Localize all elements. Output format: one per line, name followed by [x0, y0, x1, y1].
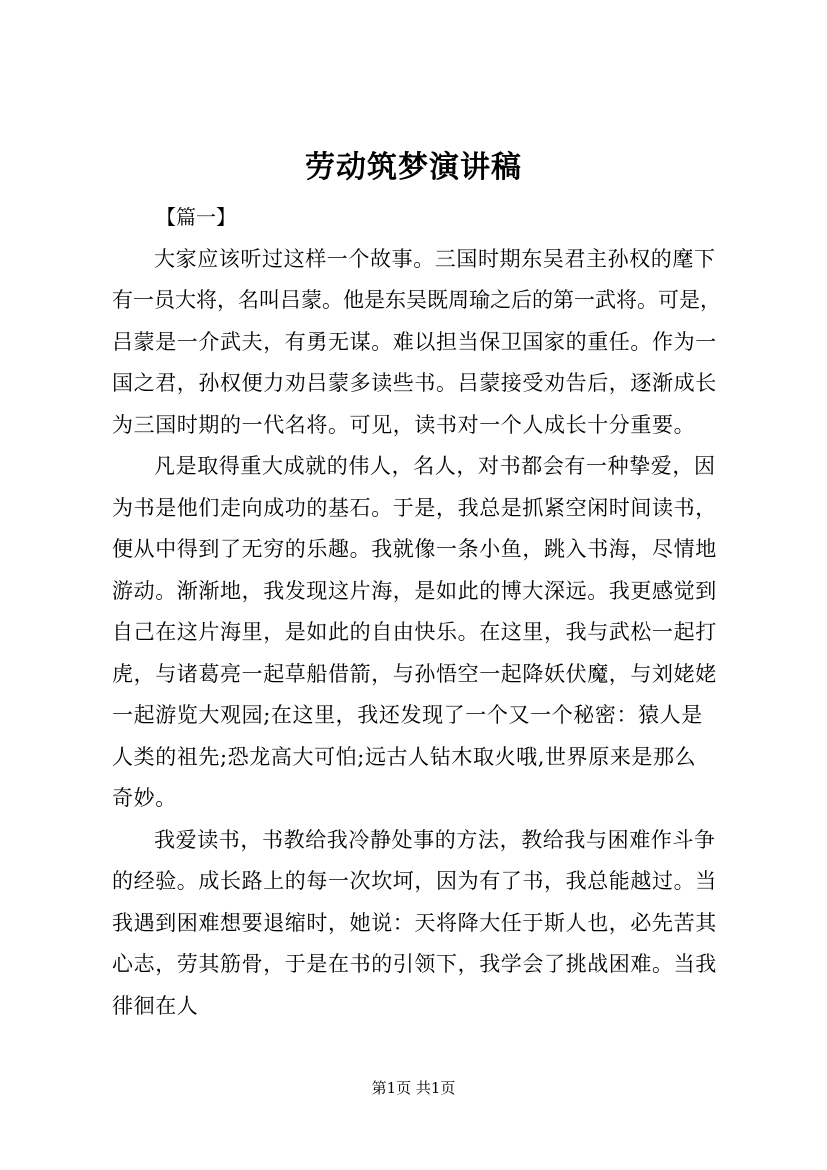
paragraph-line: 吕蒙是一介武夫，有勇无谋。难以担当保卫国家的重任。作为一	[112, 329, 717, 354]
paragraph-line: 国之君，孙权便力劝吕蒙多读些书。吕蒙接受劝告后，逐渐成长	[112, 371, 717, 395]
paragraph-line: 凡是取得重大成就的伟人，名人，对书都会有一种挚爱，因	[154, 454, 716, 478]
paragraph-line: 便从中得到了无穷的乐趣。我就像一条小鱼，跳入书海，尽情地	[112, 537, 717, 561]
paragraph-line: 我爱读书，书教给我冷静处事的方法，教给我与困难作斗争	[154, 827, 716, 852]
paragraph-line: 自己在这片海里，是如此的自由快乐。在这里，我与武松一起打	[112, 620, 717, 644]
paragraph-line: 有一员大将，名叫吕蒙。他是东吴既周瑜之后的第一武将。可是，	[112, 288, 721, 312]
paragraph-line: 的经验。成长路上的每一次坎坷，因为有了书，我总能越过。当	[112, 869, 717, 893]
paragraph-1	[112, 239, 722, 447]
document-body	[112, 197, 722, 1027]
paragraph-line: 游动。渐渐地，我发现这片海，是如此的博大深远。我更感觉到	[112, 578, 717, 603]
paragraph-line: 为三国时期的一代名将。可见，读书对一个人成长十分重要。	[112, 412, 696, 437]
page-footer: 第1页 共1页	[371, 1079, 456, 1097]
paragraph-line: 我遇到困难想要退缩时，她说：天将降大任于斯人也，必先苦其	[112, 910, 717, 935]
document-title: 劳动筑梦演讲稿	[305, 150, 522, 185]
paragraph-line: 一起游览大观园;在这里，我还发现了一个又一个秘密：猿人是	[112, 703, 703, 727]
paragraph-line: 心志，劳其筋骨，于是在书的引领下，我学会了挑战困难。当我	[112, 952, 717, 976]
paragraph-line: 徘徊在人	[112, 993, 199, 1018]
paragraph-line: 大家应该听过这样一个故事。三国时期东吴君主孙权的麾下	[154, 246, 716, 271]
paragraph-line: 虎，与诸葛亮一起草船借箭，与孙悟空一起降妖伏魔，与刘姥姥	[112, 661, 717, 686]
section-label: 【篇一】	[156, 205, 236, 229]
paragraph-2	[112, 446, 722, 820]
paragraph-3	[112, 820, 722, 1028]
paragraph-line: 为书是他们走向成功的基石。于是，我总是抓紧空闲时间读书，	[112, 495, 717, 520]
paragraph-line: 人类的祖先;恐龙高大可怕;远古人钻木取火哦,世界原来是那么	[112, 744, 697, 769]
paragraph-line: 奇妙。	[112, 786, 177, 810]
